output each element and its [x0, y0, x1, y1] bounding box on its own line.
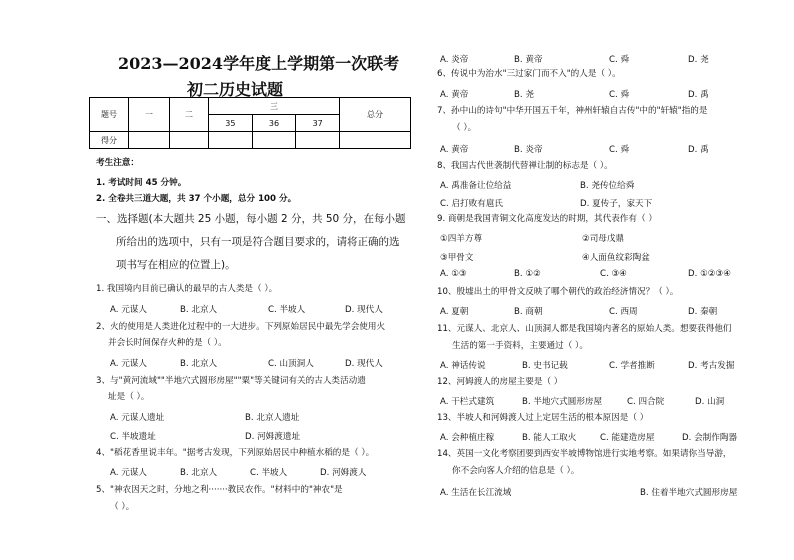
q8-option-d[interactable]: D. 夏传子，家天下: [580, 199, 653, 209]
q7-option-d[interactable]: D. 禹: [688, 145, 709, 155]
question-11-stem: 11、元谋人、北京人、山顶洞人都是我国境内著名的原始人类。想要获得他们: [437, 324, 732, 334]
question-2-stem: 并会长时间保存火种的是（ ）。: [108, 338, 227, 348]
q13-option-c[interactable]: C. 能建造房屋: [600, 433, 655, 443]
notice-item-2: 2. 全卷共三道大题，共 37 个小题，总分 100 分。: [96, 194, 297, 204]
q13-option-d[interactable]: D. 会制作陶器: [682, 433, 738, 443]
q11-option-a[interactable]: A. 神话传说: [440, 361, 486, 371]
q9-option-c[interactable]: C. ③④: [600, 269, 627, 279]
q1-option-d[interactable]: D. 现代人: [345, 305, 383, 315]
question-2-stem: 2、火的使用是人类进化过程中的一大进步。下列原始居民中最先学会使用火: [96, 322, 386, 332]
q6-option-b[interactable]: B. 尧: [514, 90, 534, 100]
question-13-stem: 13、半坡人和河姆渡人过上定居生活的根本原因是（ ）: [437, 413, 649, 423]
question-5-stem: 5、"神农因天之时，分地之利·······教民农作。"材料中的"神农"是: [96, 485, 343, 495]
q12-option-c[interactable]: C. 四合院: [627, 397, 665, 407]
q5-option-c[interactable]: C. 舜: [609, 55, 630, 65]
q4-option-a[interactable]: A. 元谋人: [110, 468, 147, 478]
score-table-sub-35: 35: [209, 115, 253, 132]
q7-option-b[interactable]: B. 炎帝: [514, 145, 543, 155]
question-10-stem: 10、殷墟出土的甲骨文反映了哪个朝代的政治经济情况？（ ）。: [437, 287, 679, 297]
score-table-label-tihao: 题号: [90, 98, 129, 132]
q11-option-d[interactable]: D. 考古发掘: [688, 361, 735, 371]
score-table-sub-36: 36: [252, 115, 296, 132]
q13-option-a[interactable]: A. 会种植庄稼: [440, 433, 495, 443]
q9-option-d[interactable]: D. ①②③④: [688, 269, 731, 279]
question-12-stem: 12、河姆渡人的房屋主要是（ ）: [437, 377, 563, 387]
q4-option-d[interactable]: D. 河姆渡人: [320, 468, 367, 478]
question-8-stem: 8、我国古代世袭制代替禅让制的标志是（ ）。: [437, 161, 613, 171]
q10-option-c[interactable]: C. 西周: [609, 307, 638, 317]
q12-option-b[interactable]: B. 半地穴式圆形房屋: [522, 397, 603, 407]
score-table-col-3: 三: [209, 98, 340, 115]
q3-option-c[interactable]: C. 半坡遗址: [110, 432, 156, 442]
question-6-stem: 6、传说中为治水"三过家门而不入"的人是（ ）。: [437, 69, 621, 79]
q6-option-d[interactable]: D. 禹: [688, 90, 709, 100]
section-1-instruction: 项书写在相应的位置上)。: [116, 259, 236, 271]
q9-option-b[interactable]: B. ①②: [514, 269, 541, 279]
exam-title: 2023—2024学年度上学期第一次联考: [118, 54, 400, 73]
q6-option-a[interactable]: A. 黄帝: [440, 90, 469, 100]
q5-option-d[interactable]: D. 尧: [688, 55, 709, 65]
q3-option-b[interactable]: B. 北京人遗址: [245, 413, 300, 423]
q12-option-d[interactable]: D. 山洞: [695, 397, 725, 407]
question-3-stem: 3、与"黄河流域""半地穴式圆形房屋""粟"等关键词有关的古人类活动遗: [96, 376, 366, 386]
q7-option-c[interactable]: C. 舜: [609, 145, 630, 155]
question-7-stem: 7、孙中山的诗句"中华开国五千年，神州轩辕自古传"中的"轩辕"指的是: [437, 106, 708, 116]
q4-option-b[interactable]: B. 北京人: [180, 468, 218, 478]
score-table: [89, 97, 411, 149]
question-14-stem: 你不会向客人介绍的信息是（ ）。: [452, 466, 580, 476]
q8-option-c[interactable]: C. 启打败有扈氏: [440, 199, 504, 209]
q8-option-a[interactable]: A. 禹准备让位给益: [440, 181, 512, 191]
q2-option-c[interactable]: C. 山顶洞人: [268, 359, 314, 369]
score-table-col-1: 一: [129, 98, 170, 132]
question-4-stem: 4、"稻花香里说丰年。"据考古发现，下列原始居民中种植水稻的是（ ）。: [96, 448, 375, 458]
section-1-instruction: 所给出的选项中，只有一项是符合题目要求的，请将正确的选: [116, 236, 400, 248]
section-1-instruction: 一、选择题(本大题共 25 小题，每小题 2 分，共 50 分，在每小题: [96, 213, 406, 225]
score-table-label-defen: 得分: [90, 132, 129, 149]
score-cell[interactable]: [252, 132, 296, 149]
q3-option-a[interactable]: A. 元谋人遗址: [110, 413, 165, 423]
q3-option-d[interactable]: D. 河姆渡遗址: [245, 432, 301, 442]
q11-option-c[interactable]: C. 学者推断: [609, 361, 655, 371]
question-9-stem: 9. 商朝是我国青铜文化高度发达的时期，其代表作有（ ）: [437, 214, 657, 224]
score-cell[interactable]: [296, 132, 340, 149]
q9-item-1: ①四羊方尊: [440, 234, 483, 244]
q5-option-b[interactable]: B. 黄帝: [514, 55, 543, 65]
score-cell[interactable]: [129, 132, 170, 149]
q13-option-b[interactable]: B. 能人工取火: [522, 433, 577, 443]
q11-option-b[interactable]: B. 史书记载: [522, 361, 568, 371]
score-table-sub-37: 37: [296, 115, 340, 132]
q2-option-a[interactable]: A. 元谋人: [110, 359, 147, 369]
q14-option-a[interactable]: A. 生活在长江流域: [440, 488, 512, 498]
q10-option-d[interactable]: D. 秦朝: [688, 307, 718, 317]
q4-option-c[interactable]: C. 半坡人: [250, 468, 288, 478]
q7-option-a[interactable]: A. 黄帝: [440, 145, 469, 155]
notice-item-1: 1. 考试时间 45 分钟。: [96, 178, 187, 188]
score-table-total: 总分: [340, 98, 411, 132]
question-7-stem: （ ）。: [452, 123, 477, 133]
q8-option-b[interactable]: B. 尧传位给舜: [580, 181, 635, 191]
q2-option-d[interactable]: D. 现代人: [345, 359, 383, 369]
q12-option-a[interactable]: A. 干栏式建筑: [440, 397, 495, 407]
q9-item-4: ④人面鱼纹彩陶盆: [582, 253, 650, 263]
question-1-stem: 1. 我国境内目前已确认的最早的古人类是（ ）。: [96, 284, 278, 294]
question-3-stem: 址是（ ）。: [108, 392, 150, 402]
score-cell[interactable]: [209, 132, 253, 149]
q10-option-a[interactable]: A. 夏朝: [440, 307, 469, 317]
question-14-stem: 14、英国一文化考察团要到西安半坡博物馆进行实地考察。如果请你当导游，: [437, 449, 732, 459]
q1-option-c[interactable]: C. 半坡人: [268, 305, 306, 315]
question-5-stem: （ ）。: [110, 502, 135, 512]
exam-subtitle: 初二历史试题: [187, 80, 284, 99]
q10-option-b[interactable]: B. 商朝: [514, 307, 543, 317]
notice-heading: 考生注意：: [96, 158, 139, 168]
score-cell[interactable]: [170, 132, 209, 149]
q6-option-c[interactable]: C. 舜: [609, 90, 630, 100]
score-cell[interactable]: [340, 132, 411, 149]
question-11-stem: 生活的第一手资料，主要通过（ ）。: [452, 341, 588, 351]
q5-option-a[interactable]: A. 炎帝: [440, 55, 469, 65]
q9-item-2: ②司母戊鼎: [582, 234, 625, 244]
q9-item-3: ③甲骨文: [440, 253, 474, 263]
q9-option-a[interactable]: A. ①③: [440, 269, 467, 279]
q1-option-b[interactable]: B. 北京人: [180, 305, 218, 315]
q1-option-a[interactable]: A. 元谋人: [110, 305, 147, 315]
score-table-col-2: 二: [170, 98, 209, 132]
q2-option-b[interactable]: B. 北京人: [180, 359, 218, 369]
q14-option-b[interactable]: B. 住着半地穴式圆形房屋: [640, 488, 738, 498]
